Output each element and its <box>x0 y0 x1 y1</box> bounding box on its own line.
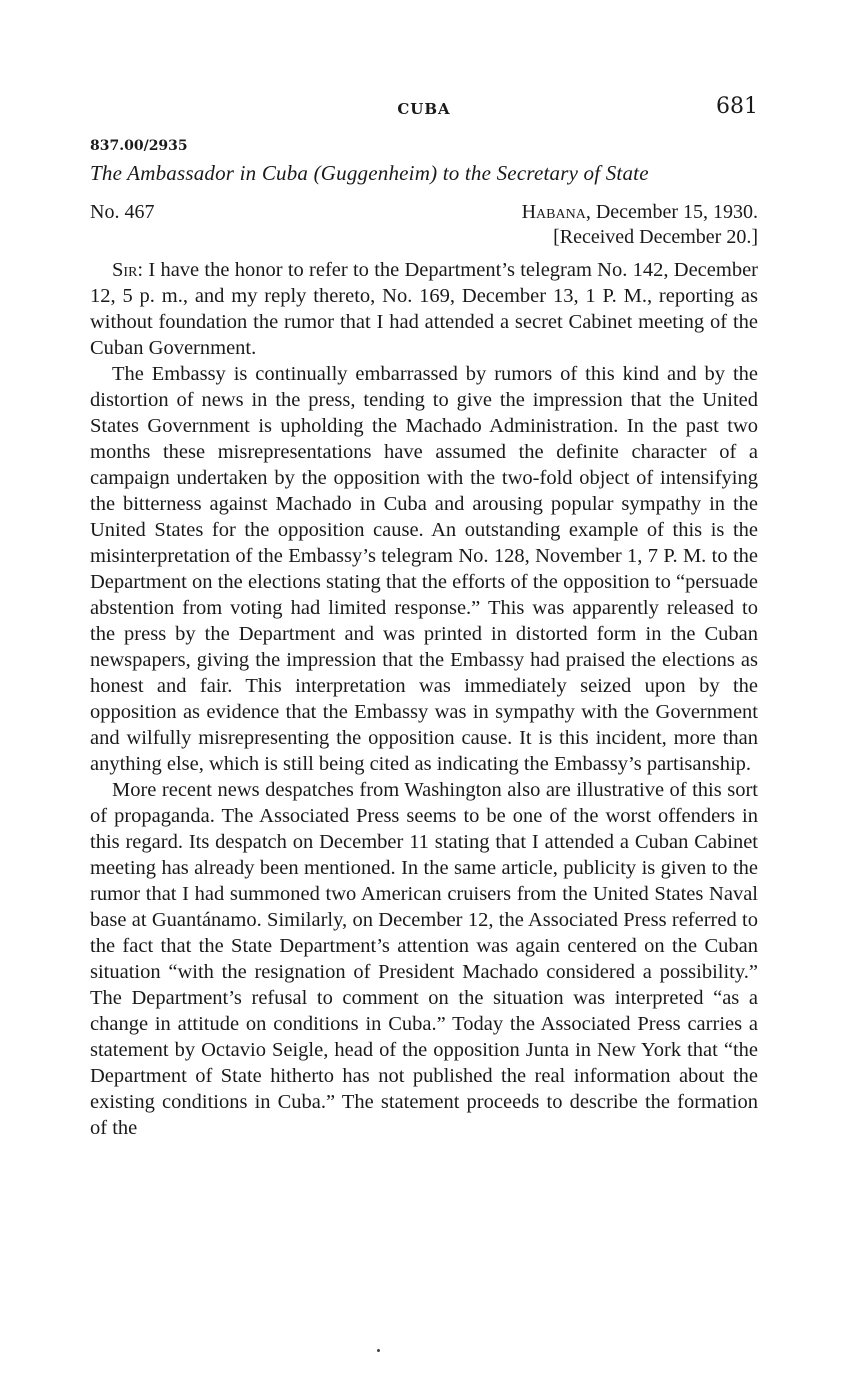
received-date: [Received December 20.] <box>553 226 758 248</box>
paragraph: More recent news despatches from Washington also are illustrative of this sort of propaganda. The Associated Press seems to be one of the worst offenders in this regard. Its despatch on December 11 stating that I attended a Cuban Cabinet meeting has already been mentioned. In the same article, publicity is given to the rumor that I had summoned two American cruisers from the United States Naval base at Guantánamo. Similarly, on December 12, the Associated Press referred to the fact that the State Department’s attention was again centered on the Cuban situation “with the resignation of President Machado considered a possibility.” The Department’s refusal to comment on the situation was interpreted “as a change in attitude on conditions in Cuba.” Today the Associated Press carries a statement by Octavio Seigle, head of the opposition Junta in New York that “the Department of State hitherto has not published the real information about the existing conditions in Cuba.” The statement proceeds to describe the formation of the <box>90 779 758 1139</box>
running-head <box>90 92 758 126</box>
document-title: The Ambassador in Cuba (Guggenheim) to the Secretary of State <box>90 161 649 185</box>
page-number: 681 <box>716 94 758 119</box>
file-number: 837.00/2935 <box>90 138 188 154</box>
running-title: CUBA <box>397 100 451 118</box>
letter-body <box>90 257 758 1141</box>
paragraph-text: : I have the honor to refer to the Department’s telegram No. 142, December 12, 5 p. m., and my reply thereto, No. 169, December 13, 1 P. M., reporting as without foundation the rumor that I had attended a secret Cabinet meeting of the Cuban Government. <box>90 259 758 359</box>
salutation: Sir <box>112 259 138 281</box>
dateline <box>90 201 758 253</box>
place-and-date <box>522 201 758 224</box>
print-speck <box>377 1349 380 1352</box>
place-name: Habana <box>521 201 586 223</box>
paragraph <box>90 257 758 361</box>
document-number: No. 467 <box>90 201 155 223</box>
paragraph: The Embassy is continually embarrassed by rumors of this kind and by the distortion of news in the press, tending to give the impression that the United States Government is upholding the Machado Administration. In the past two months these misrepresentations have assumed the definite character of a campaign undertaken by the opposition with the two-fold object of intensifying the bitterness against Machado in Cuba and arousing popular sympathy in the United States for the opposition cause. An outstanding example of this is the misinterpretation of the Embassy’s telegram No. 128, November 1, 7 P. M. to the Department on the elections stating that the efforts of the opposition to “persuade abstention from voting had limited response.” This was apparently released to the press by the Department and was printed in distorted form in the Cuban newspapers, giving the impression that the Embassy had praised the elections as honest and fair. This interpretation was immediately seized upon by the opposition as evidence that the Embassy was in sympathy with the Government and wilfully misrepresenting the opposition cause. It is this incident, more than anything else, which is still being cited as indicating the Embassy’s partisanship. <box>90 363 758 775</box>
document-page <box>90 92 758 1141</box>
letter-date: , December 15, 1930. <box>585 201 758 223</box>
